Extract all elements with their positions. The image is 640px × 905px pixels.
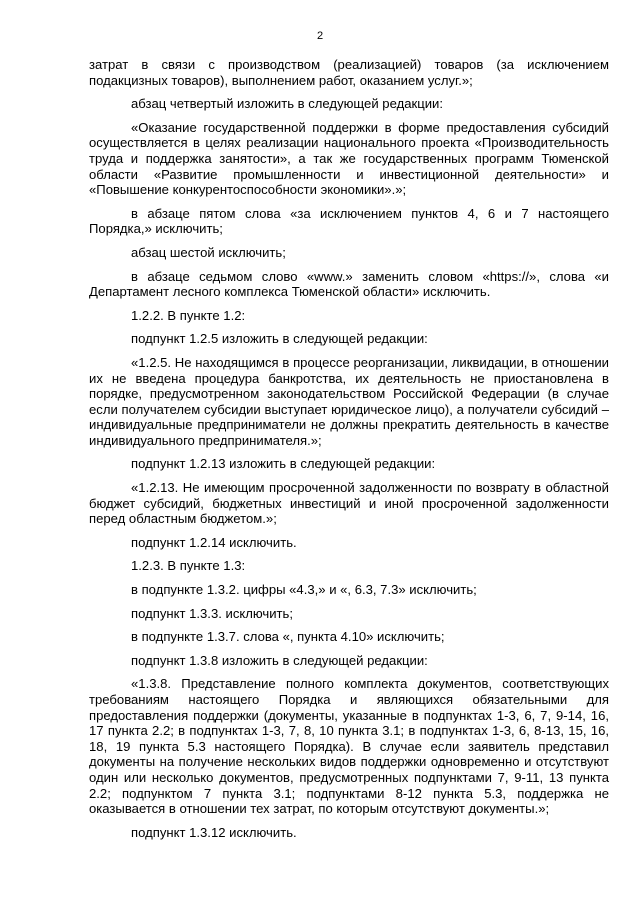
paragraph-quote: «1.3.8. Представление полного комплекта документов, соответствующих требованиям настоящего Порядка и являющихся обязательными для предоставления поддержки (документы, указанные в подпунктах 1-3, 6, 7, 9-14, 16, 17 пункта 2.2; в подпунктах 1-3, 7, 8, 10 пункта 3.1; в подпунктах 1-3, 6, 8-13, 15, 16, 18, 19 пункта 5.3 настоящего Порядка). В случае если заявитель представил документы на получение нескольких видов поддержки одновременно и отсутствуют один или несколько документов, предусмотренных подпунктами 7, 9-11, 13 пункта 2.2; подпунктом 7 пункта 3.1; подпунктами 8-12 пункта 5.3, поддержка не оказывается в отношении тех затрат, по которым отсутствуют документы.»; [89, 676, 609, 817]
paragraph: в подпункте 1.3.7. слова «, пункта 4.10» исключить; [131, 629, 445, 645]
paragraph: подпункт 1.2.13 изложить в следующей редакции: [131, 456, 436, 472]
paragraph: подпункт 1.3.12 исключить. [131, 824, 297, 840]
paragraph: в абзаце седьмом слово «www.» заменить словом «https://», слова «и Департамент лесного комплекса Тюменской области» исключить. [89, 268, 609, 300]
paragraph: абзац шестой исключить; [131, 244, 286, 260]
paragraph-quote: «1.2.5. Не находящимся в процессе реорганизации, ликвидации, в отношении их не введена процедура банкротства, их деятельность не приостановлена в порядке, предусмотренном законодательством Российской Федерации (в случае если получателем субсидии выступает юридическое лицо), а получатели субсидий – индивидуальные предприниматели не должны прекратить деятельность в качестве индивидуального предпринимателя.»; [89, 354, 609, 448]
paragraph-quote: «1.2.13. Не имеющим просроченной задолженности по возврату в областной бюджет субсидий, бюджетных инвестиций и иной просроченной задолженности перед областным бюджетом.»; [89, 480, 609, 527]
page-number: 2 [316, 30, 324, 42]
paragraph: подпункт 1.3.3. исключить; [131, 605, 294, 621]
paragraph: в подпункте 1.3.2. цифры «4.3,» и «, 6.3, 7.3» исключить; [131, 582, 477, 598]
section-heading: 1.2.2. В пункте 1.2: [131, 307, 246, 323]
paragraph-quote: «Оказание государственной поддержки в форме предоставления субсидий осуществляется в целях реализации национального проекта «Производительность труда и поддержка занятости», а так же государственных программ Тюменской области «Развитие промышленности и инвестиционной деятельности» и «Повышение конкурентоспособности экономики».»; [89, 119, 609, 198]
paragraph: подпункт 1.2.5 изложить в следующей редакции: [131, 331, 428, 347]
section-heading: 1.2.3. В пункте 1.3: [131, 558, 246, 574]
paragraph: подпункт 1.3.8 изложить в следующей редакции: [131, 652, 428, 668]
paragraph: подпункт 1.2.14 исключить. [131, 534, 297, 550]
paragraph: в абзаце пятом слова «за исключением пунктов 4, 6 и 7 настоящего Порядка,» исключить; [89, 205, 609, 237]
paragraph-continuation: затрат в связи с производством (реализацией) товаров (за исключением подакцизных товаров), выполнением работ, оказанием услуг.»; [89, 57, 609, 88]
document-body [89, 57, 609, 848]
paragraph: абзац четвертый изложить в следующей редакции: [131, 96, 443, 112]
